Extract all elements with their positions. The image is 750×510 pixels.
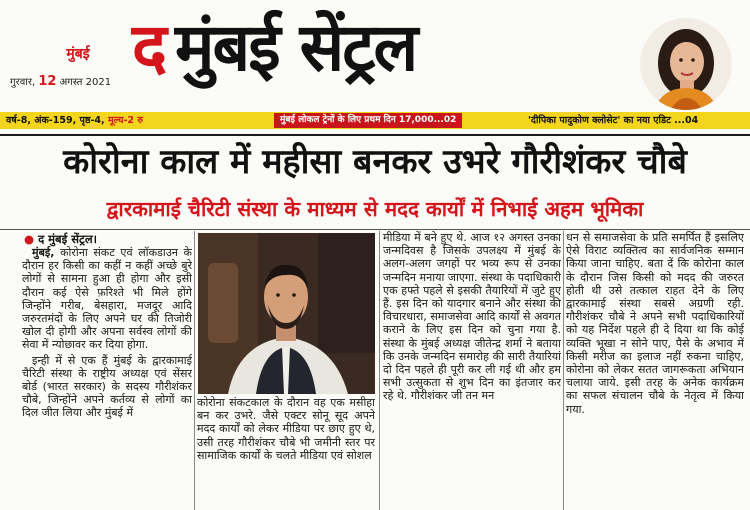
bullet-icon: ● [24,232,35,246]
top-divider [0,134,750,136]
issue-details: वर्ष-8, अंक-159, पृष्ठ-4, [6,115,105,126]
logo-prefix: द [132,9,166,86]
teaser-deepika-closet[interactable]: 'दीपिका पादुकोण क्लोसेट' का नया एडिट ...04 [528,115,699,126]
masthead-city: मुंबई [66,46,90,62]
col3-paragraph: मीडिया में बने हुए थे. आज १२ अगस्त उनका जन्मदिवस है जिसके उपलक्ष्य में मुंबई के अलग-अलग जगहों पर भव्य रूप से उनका जन्मदिन मनाया जाएगा. संस्था के पदाधिकारी एक हफ्ते पहले से इसकी तैयारियों में जुटे हुए हैं. इस दिन को यादगार बनाने और संस्था की विचारधारा, समाजसेवा आदि कार्यों से अवगत कराने के लिए इस दिन को चुना गया है. संस्था के मुंबई अध्यक्ष जीतेन्द्र शर्मा ने बताया कि उनके जन्मदिन समारोह की सारी तैयारियां दो दिन पहले ही पूरी कर ली गई थी और हम सभी उत्सुकता से शुभ दिन का इंतजार कर रहे थे. गौरीशंकर जी तन मन [383,231,561,403]
article-column-1 [22,246,192,510]
column-divider [379,231,380,510]
date-prefix: गुरवार, [10,77,36,88]
column-divider [194,231,195,510]
date-rest: अगस्त 2021 [59,77,112,88]
col1-paragraph-1: कोरोना संकट एवं लॉकडाउन के दौरान हर किसी का कहीं न कहीं अच्छे बुरे लोगों से सामना हुआ ही होगा और इसी दौरान कई ऐसे फ़रिश्ते भी मिले होंगे जिन्होंने गरीब, बेसहारा, मजदूर आदि जरुरतमंदों के लिए अपने घर की तिजोरी खोल दी होगी और अपना सर्वस्व लोगों की सेवा में न्योछावर कर दिया होगा. [22,246,192,352]
article-column-3 [383,231,561,510]
article-byline [24,232,97,247]
teaser-local-trains[interactable]: मुंबई लोकल ट्रेनों के लिए प्रथम दिन 17,000...02 [274,113,462,128]
person-portrait-image [198,233,375,394]
article-column-2 [197,396,375,510]
column-divider [563,231,564,510]
byline-text: द मुंबई सेंट्रल। [38,232,97,246]
article-photo[interactable] [198,233,375,394]
article-headline[interactable]: कोरोना काल में महीसा बनकर उभरे गौरीशंकर चौबे [63,142,687,182]
issue-info [6,113,143,126]
article-column-4 [566,231,744,510]
article-subheadline: द्वारकामाई चैरिटी संस्था के माध्यम से मदद कार्यों में निभाई अहम भूमिका [106,197,644,221]
headline-divider [0,229,750,230]
logo-main: मुंबई सेंट्रल [175,9,417,86]
issue-price: मूल्य-2 रु [107,115,144,126]
col1-paragraph-2: इन्ही में से एक हैं मुंबई के द्वारकामाई चैरिटी संस्था के राष्ट्रीय अध्यक्ष एवं सेंसर बोर्ड (भारत सरकार) के सदस्य गौरीशंकर चौबे, जिन्होंने अपने कर्तव्य से लोगों का दिल जीत लिया और मुंबई में [22,353,192,420]
newspaper-logo[interactable] [132,0,416,102]
masthead-date [10,74,111,89]
col4-paragraph: धन से समाजसेवा के प्रति समर्पित हैं इसलिए ऐसे विराट व्यक्तित्व का सार्वजनिक सम्मान किया जाना चाहिए. बता दें कि कोरोना काल के दौरान जिस किसी को मदद की जरुरत होती थी उसे तत्काल राहत देने के लिए द्वारकामाई संस्था सबसे अग्रणी रही. गौरीशंकर चौबे ने अपने सभी पदाधिकारियों को यह निर्देश पहले ही दे दिया था कि कोई व्यक्ति भूखा न सोने पाए, पैसे के अभाव में किसी मरीज का इलाज नहीं रुकना चाहिए, कोरोना को लेकर सतत जागरूकता अभियान चलाया जाये. इसी तरह के अनेक कार्यक्रम का सफल संचालन चौबे के नेतृत्व में किया गया. [566,231,744,416]
celebrity-photo[interactable] [640,18,732,110]
celebrity-portrait-image [640,18,732,110]
col2-paragraph: कोरोना संकटकाल के दौरान वह एक मसीहा बन कर उभरे. जैसे एक्टर सोनू सूद अपने मदद कार्यों को लेकर मीडिया पर छाए हुए थे, उसी तरह गौरीशंकर चौबे भी जमीनी स्तर पर सामाजिक कार्यों के चलते मीडिया एवं सोशल [197,396,375,462]
dateline: मुंबई, [32,246,55,259]
date-day: 12 [38,74,57,89]
